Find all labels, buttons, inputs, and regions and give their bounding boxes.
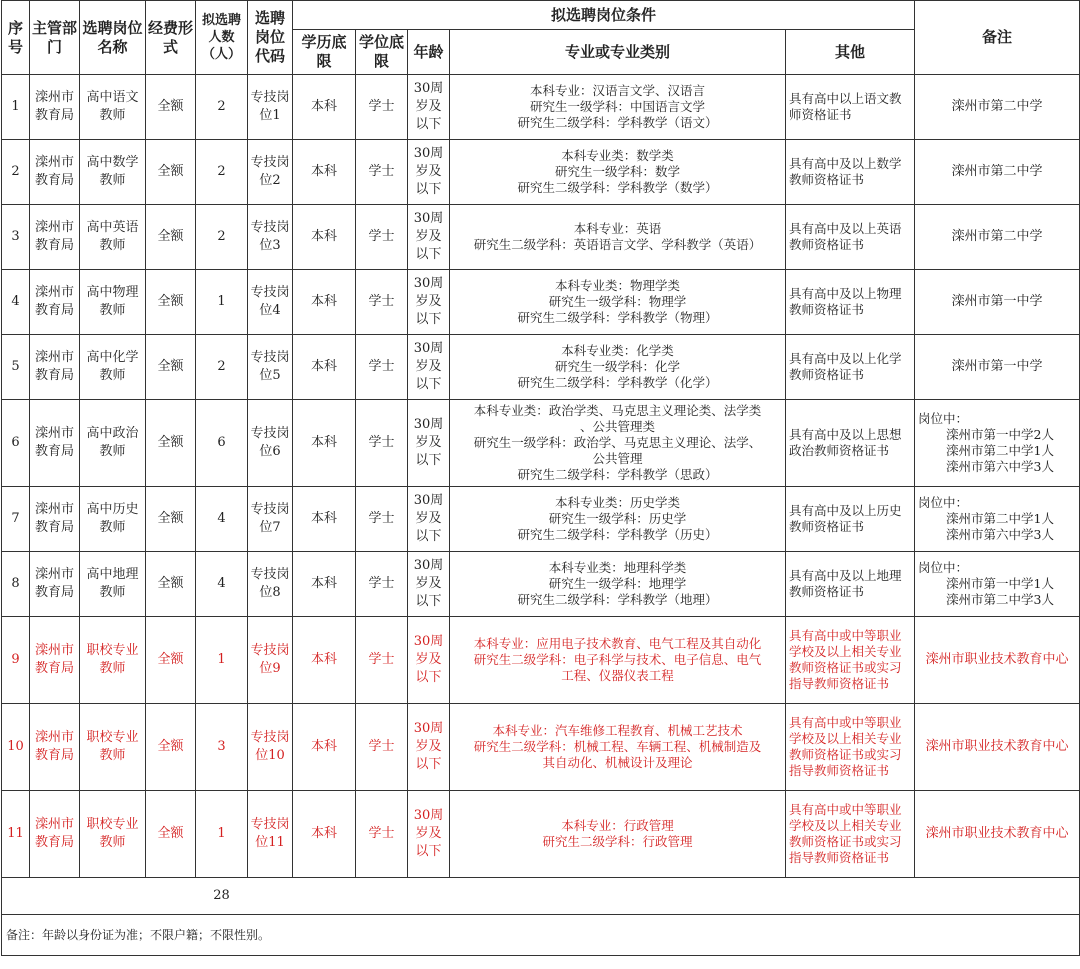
cell-code: 专技岗位10 xyxy=(248,704,293,791)
cell-funding: 全额 xyxy=(146,552,196,617)
cell-count: 6 xyxy=(196,400,248,487)
table-row xyxy=(2,704,1080,791)
cell-degree: 学士 xyxy=(356,400,408,487)
cell-other: 具有高中以上语文教师资格证书 xyxy=(786,75,915,140)
cell-remark xyxy=(915,487,1080,552)
remark-line: 滦州市第一中学 xyxy=(951,359,1043,374)
cell-age: 30周岁及以下 xyxy=(408,75,450,140)
cell-major xyxy=(450,552,786,617)
remark-line: 滦州市职业技术教育中心 xyxy=(925,652,1069,667)
major-line: 本科专业：应用电子技术教育、电气工程及其自动化 xyxy=(473,636,762,651)
cell-degree: 学士 xyxy=(356,617,408,704)
cell-major xyxy=(450,487,786,552)
cell-seq: 7 xyxy=(2,487,30,552)
cell-count: 1 xyxy=(196,791,248,878)
cell-seq: 10 xyxy=(2,704,30,791)
cell-edu: 本科 xyxy=(293,552,356,617)
cell-degree: 学士 xyxy=(356,487,408,552)
cell-age: 30周岁及以下 xyxy=(408,704,450,791)
cell-degree: 学士 xyxy=(356,552,408,617)
major-line: 本科专业类：化学类 xyxy=(561,343,674,358)
cell-count: 2 xyxy=(196,75,248,140)
cell-position-name: 职校专业教师 xyxy=(80,704,146,791)
cell-edu: 本科 xyxy=(293,75,356,140)
cell-edu: 本科 xyxy=(293,704,356,791)
cell-degree: 学士 xyxy=(356,791,408,878)
recruitment-table xyxy=(1,0,1080,956)
cell-age: 30周岁及以下 xyxy=(408,400,450,487)
cell-edu: 本科 xyxy=(293,335,356,400)
major-line: 研究生二级学科：学科教学（化学） xyxy=(517,375,718,390)
remark-line: 滦州市第一中学2人 xyxy=(946,427,1054,442)
remark-line: 滦州市第一中学 xyxy=(951,294,1043,309)
remark-line: 滦州市第一中学1人 xyxy=(946,576,1054,591)
cell-funding: 全额 xyxy=(146,400,196,487)
remark-line: 岗位中： xyxy=(918,560,969,575)
cell-seq: 3 xyxy=(2,205,30,270)
major-line: 研究生一级学科：数学 xyxy=(554,164,680,179)
cell-code: 专技岗位2 xyxy=(248,140,293,205)
cell-other: 具有高中及以上物理教师资格证书 xyxy=(786,270,915,335)
header-code: 选聘岗位代码 xyxy=(248,1,293,75)
cell-code: 专技岗位1 xyxy=(248,75,293,140)
major-line: 公共管理 xyxy=(592,451,643,466)
major-line: 研究生二级学科：学科教学（地理） xyxy=(517,592,718,607)
cell-edu: 本科 xyxy=(293,205,356,270)
total-filler xyxy=(248,878,1080,915)
cell-seq: 6 xyxy=(2,400,30,487)
remark-line: 滦州市第六中学3人 xyxy=(946,527,1054,542)
cell-count: 4 xyxy=(196,552,248,617)
major-line: 研究生二级学科：学科教学（历史） xyxy=(517,527,718,542)
major-line: 研究生一级学科：历史学 xyxy=(548,511,687,526)
major-line: 本科专业类：政治学类、马克思主义理论类、法学类 xyxy=(473,403,762,418)
cell-dept: 滦州市教育局 xyxy=(30,205,80,270)
remark-line: 滦州市第二中学 xyxy=(951,229,1043,244)
major-line: 本科专业：英语 xyxy=(573,221,662,236)
cell-funding: 全额 xyxy=(146,791,196,878)
cell-count: 1 xyxy=(196,270,248,335)
cell-other: 具有高中及以上思想政治教师资格证书 xyxy=(786,400,915,487)
cell-degree: 学士 xyxy=(356,205,408,270)
cell-degree: 学士 xyxy=(356,140,408,205)
cell-position-name: 高中英语教师 xyxy=(80,205,146,270)
cell-seq: 5 xyxy=(2,335,30,400)
header-dept: 主管部门 xyxy=(30,1,80,75)
major-line: 本科专业类：历史学类 xyxy=(554,495,680,510)
cell-major xyxy=(450,791,786,878)
cell-code: 专技岗位11 xyxy=(248,791,293,878)
major-line: 其自动化、机械设计及理论 xyxy=(542,755,693,770)
cell-major xyxy=(450,400,786,487)
cell-remark xyxy=(915,704,1080,791)
footnote: 备注：年龄以身份证为准；不限户籍；不限性别。 xyxy=(2,915,1080,956)
cell-count: 3 xyxy=(196,704,248,791)
table-row xyxy=(2,552,1080,617)
cell-position-name: 高中地理教师 xyxy=(80,552,146,617)
cell-remark xyxy=(915,617,1080,704)
table-row xyxy=(2,487,1080,552)
table-row xyxy=(2,140,1080,205)
major-line: 本科专业类：物理学类 xyxy=(554,278,680,293)
cell-other: 具有高中及以上英语教师资格证书 xyxy=(786,205,915,270)
remark-line: 滦州市第二中学3人 xyxy=(946,592,1054,607)
cell-major xyxy=(450,704,786,791)
cell-position-name: 高中数学教师 xyxy=(80,140,146,205)
major-line: 本科专业：汽车维修工程教育、机械工艺技术 xyxy=(492,723,743,738)
cell-dept: 滦州市教育局 xyxy=(30,270,80,335)
cell-count: 2 xyxy=(196,140,248,205)
major-line: 研究生一级学科：化学 xyxy=(554,359,680,374)
cell-age: 30周岁及以下 xyxy=(408,205,450,270)
remark-line: 滦州市第二中学 xyxy=(951,99,1043,114)
cell-major xyxy=(450,270,786,335)
cell-dept: 滦州市教育局 xyxy=(30,75,80,140)
major-line: 研究生二级学科：机械工程、车辆工程、机械制造及 xyxy=(473,739,762,754)
cell-funding: 全额 xyxy=(146,140,196,205)
cell-major xyxy=(450,75,786,140)
table-row xyxy=(2,205,1080,270)
major-line: 研究生二级学科：英语语言文学、学科教学（英语） xyxy=(473,237,762,252)
header-edu: 学历底限 xyxy=(293,30,356,75)
total-spacer xyxy=(2,878,196,915)
major-line: 研究生二级学科：电子科学与技术、电子信息、电气 xyxy=(473,652,762,667)
table-row xyxy=(2,335,1080,400)
cell-remark xyxy=(915,335,1080,400)
total-row xyxy=(2,878,1080,915)
major-line: 本科专业类：地理科学类 xyxy=(548,560,687,575)
cell-major xyxy=(450,140,786,205)
major-line: 研究生二级学科：行政管理 xyxy=(542,834,693,849)
cell-funding: 全额 xyxy=(146,270,196,335)
cell-code: 专技岗位4 xyxy=(248,270,293,335)
cell-count: 2 xyxy=(196,205,248,270)
major-line: 本科专业：汉语言文学、汉语言 xyxy=(529,83,705,98)
cell-other: 具有高中及以上数学教师资格证书 xyxy=(786,140,915,205)
cell-code: 专技岗位5 xyxy=(248,335,293,400)
cell-remark xyxy=(915,791,1080,878)
cell-position-name: 高中化学教师 xyxy=(80,335,146,400)
table-row xyxy=(2,791,1080,878)
cell-seq: 1 xyxy=(2,75,30,140)
cell-funding: 全额 xyxy=(146,704,196,791)
major-line: 研究生一级学科：物理学 xyxy=(548,294,687,309)
cell-seq: 2 xyxy=(2,140,30,205)
major-line: 研究生二级学科：学科教学（物理） xyxy=(517,310,718,325)
major-line: 研究生二级学科：学科教学（数学） xyxy=(517,180,718,195)
major-line: 研究生二级学科：学科教学（语文） xyxy=(517,115,718,130)
cell-age: 30周岁及以下 xyxy=(408,335,450,400)
remark-line: 滦州市第二中学1人 xyxy=(946,443,1054,458)
cell-funding: 全额 xyxy=(146,75,196,140)
cell-age: 30周岁及以下 xyxy=(408,791,450,878)
remark-line: 滦州市职业技术教育中心 xyxy=(925,826,1069,841)
major-line: 、公共管理类 xyxy=(579,419,655,434)
cell-other: 具有高中或中等职业学校及以上相关专业教师资格证书或实习指导教师资格证书 xyxy=(786,791,915,878)
remark-line: 岗位中： xyxy=(918,495,969,510)
header-count: 拟选聘人数（人） xyxy=(196,1,248,75)
cell-age: 30周岁及以下 xyxy=(408,140,450,205)
cell-degree: 学士 xyxy=(356,75,408,140)
cell-edu: 本科 xyxy=(293,617,356,704)
cell-degree: 学士 xyxy=(356,335,408,400)
cell-remark xyxy=(915,400,1080,487)
header-seq: 序号 xyxy=(2,1,30,75)
remark-line: 滦州市第二中学1人 xyxy=(946,511,1054,526)
cell-dept: 滦州市教育局 xyxy=(30,487,80,552)
cell-funding: 全额 xyxy=(146,487,196,552)
cell-remark xyxy=(915,552,1080,617)
major-line: 研究生二级学科：学科教学（思政） xyxy=(517,467,718,482)
remark-line: 滦州市第二中学 xyxy=(951,164,1043,179)
major-line: 本科专业：行政管理 xyxy=(561,818,674,833)
header-degree: 学位底限 xyxy=(356,30,408,75)
cell-funding: 全额 xyxy=(146,335,196,400)
cell-count: 4 xyxy=(196,487,248,552)
cell-edu: 本科 xyxy=(293,487,356,552)
cell-remark xyxy=(915,270,1080,335)
cell-dept: 滦州市教育局 xyxy=(30,791,80,878)
cell-edu: 本科 xyxy=(293,791,356,878)
header-conditions: 拟选聘岗位条件 xyxy=(293,1,915,30)
header-funding: 经费形式 xyxy=(146,1,196,75)
cell-position-name: 职校专业教师 xyxy=(80,791,146,878)
cell-dept: 滦州市教育局 xyxy=(30,335,80,400)
cell-edu: 本科 xyxy=(293,270,356,335)
major-line: 研究生一级学科：地理学 xyxy=(548,576,687,591)
cell-funding: 全额 xyxy=(146,205,196,270)
cell-dept: 滦州市教育局 xyxy=(30,552,80,617)
cell-remark xyxy=(915,205,1080,270)
table-row xyxy=(2,270,1080,335)
total-count: 28 xyxy=(196,878,248,915)
major-line: 研究生一级学科：中国语言文学 xyxy=(529,99,705,114)
remark-line: 滦州市职业技术教育中心 xyxy=(925,739,1069,754)
table-body xyxy=(2,75,1080,878)
cell-funding: 全额 xyxy=(146,617,196,704)
cell-code: 专技岗位9 xyxy=(248,617,293,704)
cell-code: 专技岗位3 xyxy=(248,205,293,270)
remark-line: 岗位中： xyxy=(918,411,969,426)
cell-other: 具有高中或中等职业学校及以上相关专业教师资格证书或实习指导教师资格证书 xyxy=(786,704,915,791)
cell-dept: 滦州市教育局 xyxy=(30,140,80,205)
cell-other: 具有高中及以上历史教师资格证书 xyxy=(786,487,915,552)
major-line: 本科专业类：数学类 xyxy=(561,148,674,163)
cell-remark xyxy=(915,75,1080,140)
cell-code: 专技岗位7 xyxy=(248,487,293,552)
header-major: 专业或专业类别 xyxy=(450,30,786,75)
cell-degree: 学士 xyxy=(356,704,408,791)
cell-degree: 学士 xyxy=(356,270,408,335)
cell-edu: 本科 xyxy=(293,140,356,205)
cell-position-name: 职校专业教师 xyxy=(80,617,146,704)
cell-position-name: 高中政治教师 xyxy=(80,400,146,487)
cell-dept: 滦州市教育局 xyxy=(30,400,80,487)
cell-seq: 8 xyxy=(2,552,30,617)
cell-seq: 4 xyxy=(2,270,30,335)
cell-other: 具有高中及以上化学教师资格证书 xyxy=(786,335,915,400)
header-age: 年龄 xyxy=(408,30,450,75)
cell-seq: 11 xyxy=(2,791,30,878)
cell-age: 30周岁及以下 xyxy=(408,270,450,335)
cell-major xyxy=(450,205,786,270)
cell-count: 2 xyxy=(196,335,248,400)
cell-major xyxy=(450,617,786,704)
cell-dept: 滦州市教育局 xyxy=(30,617,80,704)
major-line: 研究生一级学科：政治学、马克思主义理论、法学、 xyxy=(473,435,762,450)
table-row xyxy=(2,75,1080,140)
cell-code: 专技岗位8 xyxy=(248,552,293,617)
cell-count: 1 xyxy=(196,617,248,704)
header-remark: 备注 xyxy=(915,1,1080,75)
cell-remark xyxy=(915,140,1080,205)
header-other: 其他 xyxy=(786,30,915,75)
table-row xyxy=(2,617,1080,704)
cell-position-name: 高中物理教师 xyxy=(80,270,146,335)
remark-line: 滦州市第六中学3人 xyxy=(946,459,1054,474)
major-line: 工程、仪器仪表工程 xyxy=(561,668,674,683)
cell-edu: 本科 xyxy=(293,400,356,487)
cell-position-name: 高中历史教师 xyxy=(80,487,146,552)
table-row xyxy=(2,400,1080,487)
cell-dept: 滦州市教育局 xyxy=(30,704,80,791)
cell-age: 30周岁及以下 xyxy=(408,487,450,552)
cell-other: 具有高中及以上地理教师资格证书 xyxy=(786,552,915,617)
cell-age: 30周岁及以下 xyxy=(408,617,450,704)
cell-position-name: 高中语文教师 xyxy=(80,75,146,140)
cell-seq: 9 xyxy=(2,617,30,704)
cell-code: 专技岗位6 xyxy=(248,400,293,487)
cell-other: 具有高中或中等职业学校及以上相关专业教师资格证书或实习指导教师资格证书 xyxy=(786,617,915,704)
cell-major xyxy=(450,335,786,400)
header-position-name: 选聘岗位名称 xyxy=(80,1,146,75)
cell-age: 30周岁及以下 xyxy=(408,552,450,617)
